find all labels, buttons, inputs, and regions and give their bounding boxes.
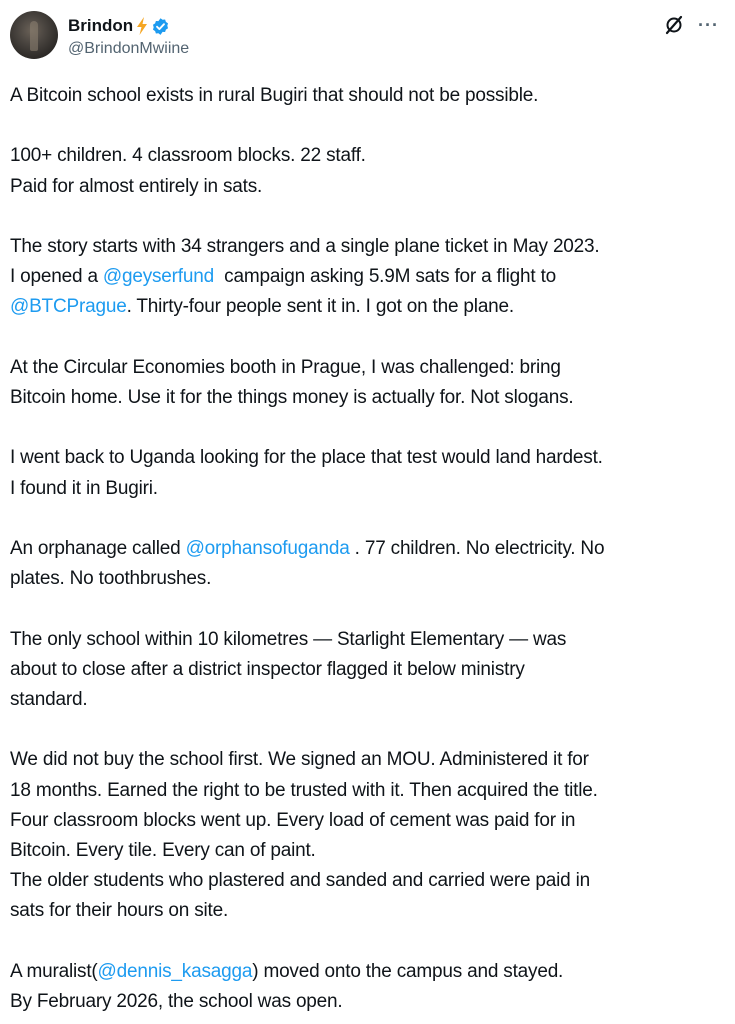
tweet-line: Paid for almost entirely in sats. xyxy=(10,175,263,197)
tweet-line: We did not buy the school first. We signed an MOU. Administered it for xyxy=(10,749,589,771)
grok-icon[interactable] xyxy=(664,15,684,35)
tweet-text xyxy=(10,81,725,1017)
tweet-paragraph xyxy=(10,81,725,111)
tweet-paragraph xyxy=(10,534,725,594)
tweet-paragraph xyxy=(10,625,725,716)
tweet-line: At the Circular Economies booth in Prague, I was challenged: bring xyxy=(10,356,561,378)
more-options-button[interactable]: ··· xyxy=(698,15,719,35)
tweet-text-segment: ) moved onto the campus and stayed. xyxy=(252,960,564,982)
author-handle[interactable]: @BrindonMwiine xyxy=(68,40,190,57)
tweet-line: Bitcoin. Every tile. Every can of paint. xyxy=(10,839,316,861)
tweet-text-segment: An orphanage called xyxy=(10,537,186,559)
tweet-text-segment: A muralist( xyxy=(10,960,98,982)
tweet-line xyxy=(10,534,725,564)
tweet-line: A Bitcoin school exists in rural Bugiri that should not be possible. xyxy=(10,85,539,106)
tweet-paragraph xyxy=(10,957,725,1017)
tweet-line xyxy=(10,262,725,292)
tweet-header xyxy=(10,11,725,65)
tweet-text-segment: I opened a xyxy=(10,266,103,288)
tweet-paragraph xyxy=(10,141,725,201)
mention-link[interactable]: @orphansofuganda xyxy=(185,537,350,559)
avatar[interactable] xyxy=(10,11,58,59)
tweet-paragraph xyxy=(10,745,725,926)
tweet-line: Four classroom blocks went up. Every load of cement was paid for in xyxy=(10,809,576,831)
verified-badge-icon[interactable] xyxy=(151,17,170,36)
tweet-line: Bitcoin home. Use it for the things money is actually for. Not slogans. xyxy=(10,386,574,408)
tweet-line: plates. No toothbrushes. xyxy=(10,568,212,590)
tweet-line: I found it in Bugiri. xyxy=(10,477,158,499)
tweet-paragraph xyxy=(10,353,725,413)
tweet-line: The older students who plastered and sanded and carried were paid in xyxy=(10,870,591,892)
tweet-line: I went back to Uganda looking for the place that test would land hardest. xyxy=(10,447,603,469)
tweet-text-segment: . Thirty-four people sent it in. I got on the plane. xyxy=(126,296,514,318)
tweet-line: 100+ children. 4 classroom blocks. 22 staff. xyxy=(10,145,366,167)
header-actions xyxy=(664,15,719,35)
mention-link[interactable]: @dennis_kasagga xyxy=(97,960,253,982)
author-name-row xyxy=(68,15,170,37)
tweet-line: The story starts with 34 strangers and a single plane ticket in May 2023. xyxy=(10,235,600,257)
tweet-paragraph xyxy=(10,232,725,323)
tweet-text-segment: . 77 children. No electricity. No xyxy=(349,537,605,559)
lightning-bolt-icon xyxy=(135,17,149,35)
author-display-name[interactable]: Brindon xyxy=(68,16,134,35)
tweet-line xyxy=(10,292,725,322)
tweet-paragraph xyxy=(10,443,725,503)
mention-link[interactable]: @geyserfund xyxy=(102,266,214,288)
tweet-line: standard. xyxy=(10,688,88,710)
tweet-text-segment: campaign asking 5.9M sats for a flight to xyxy=(214,266,557,288)
tweet-line: The only school within 10 kilometres — Starlight Elementary — was xyxy=(10,628,567,650)
tweet-line xyxy=(10,957,725,987)
tweet-line: 18 months. Earned the right to be trusted with it. Then acquired the title. xyxy=(10,779,598,801)
tweet-line: By February 2026, the school was open. xyxy=(10,990,343,1012)
tweet-line: sats for their hours on site. xyxy=(10,900,229,922)
mention-link[interactable]: @BTCPrague xyxy=(10,296,127,318)
tweet-line: about to close after a district inspector flagged it below ministry xyxy=(10,658,525,680)
